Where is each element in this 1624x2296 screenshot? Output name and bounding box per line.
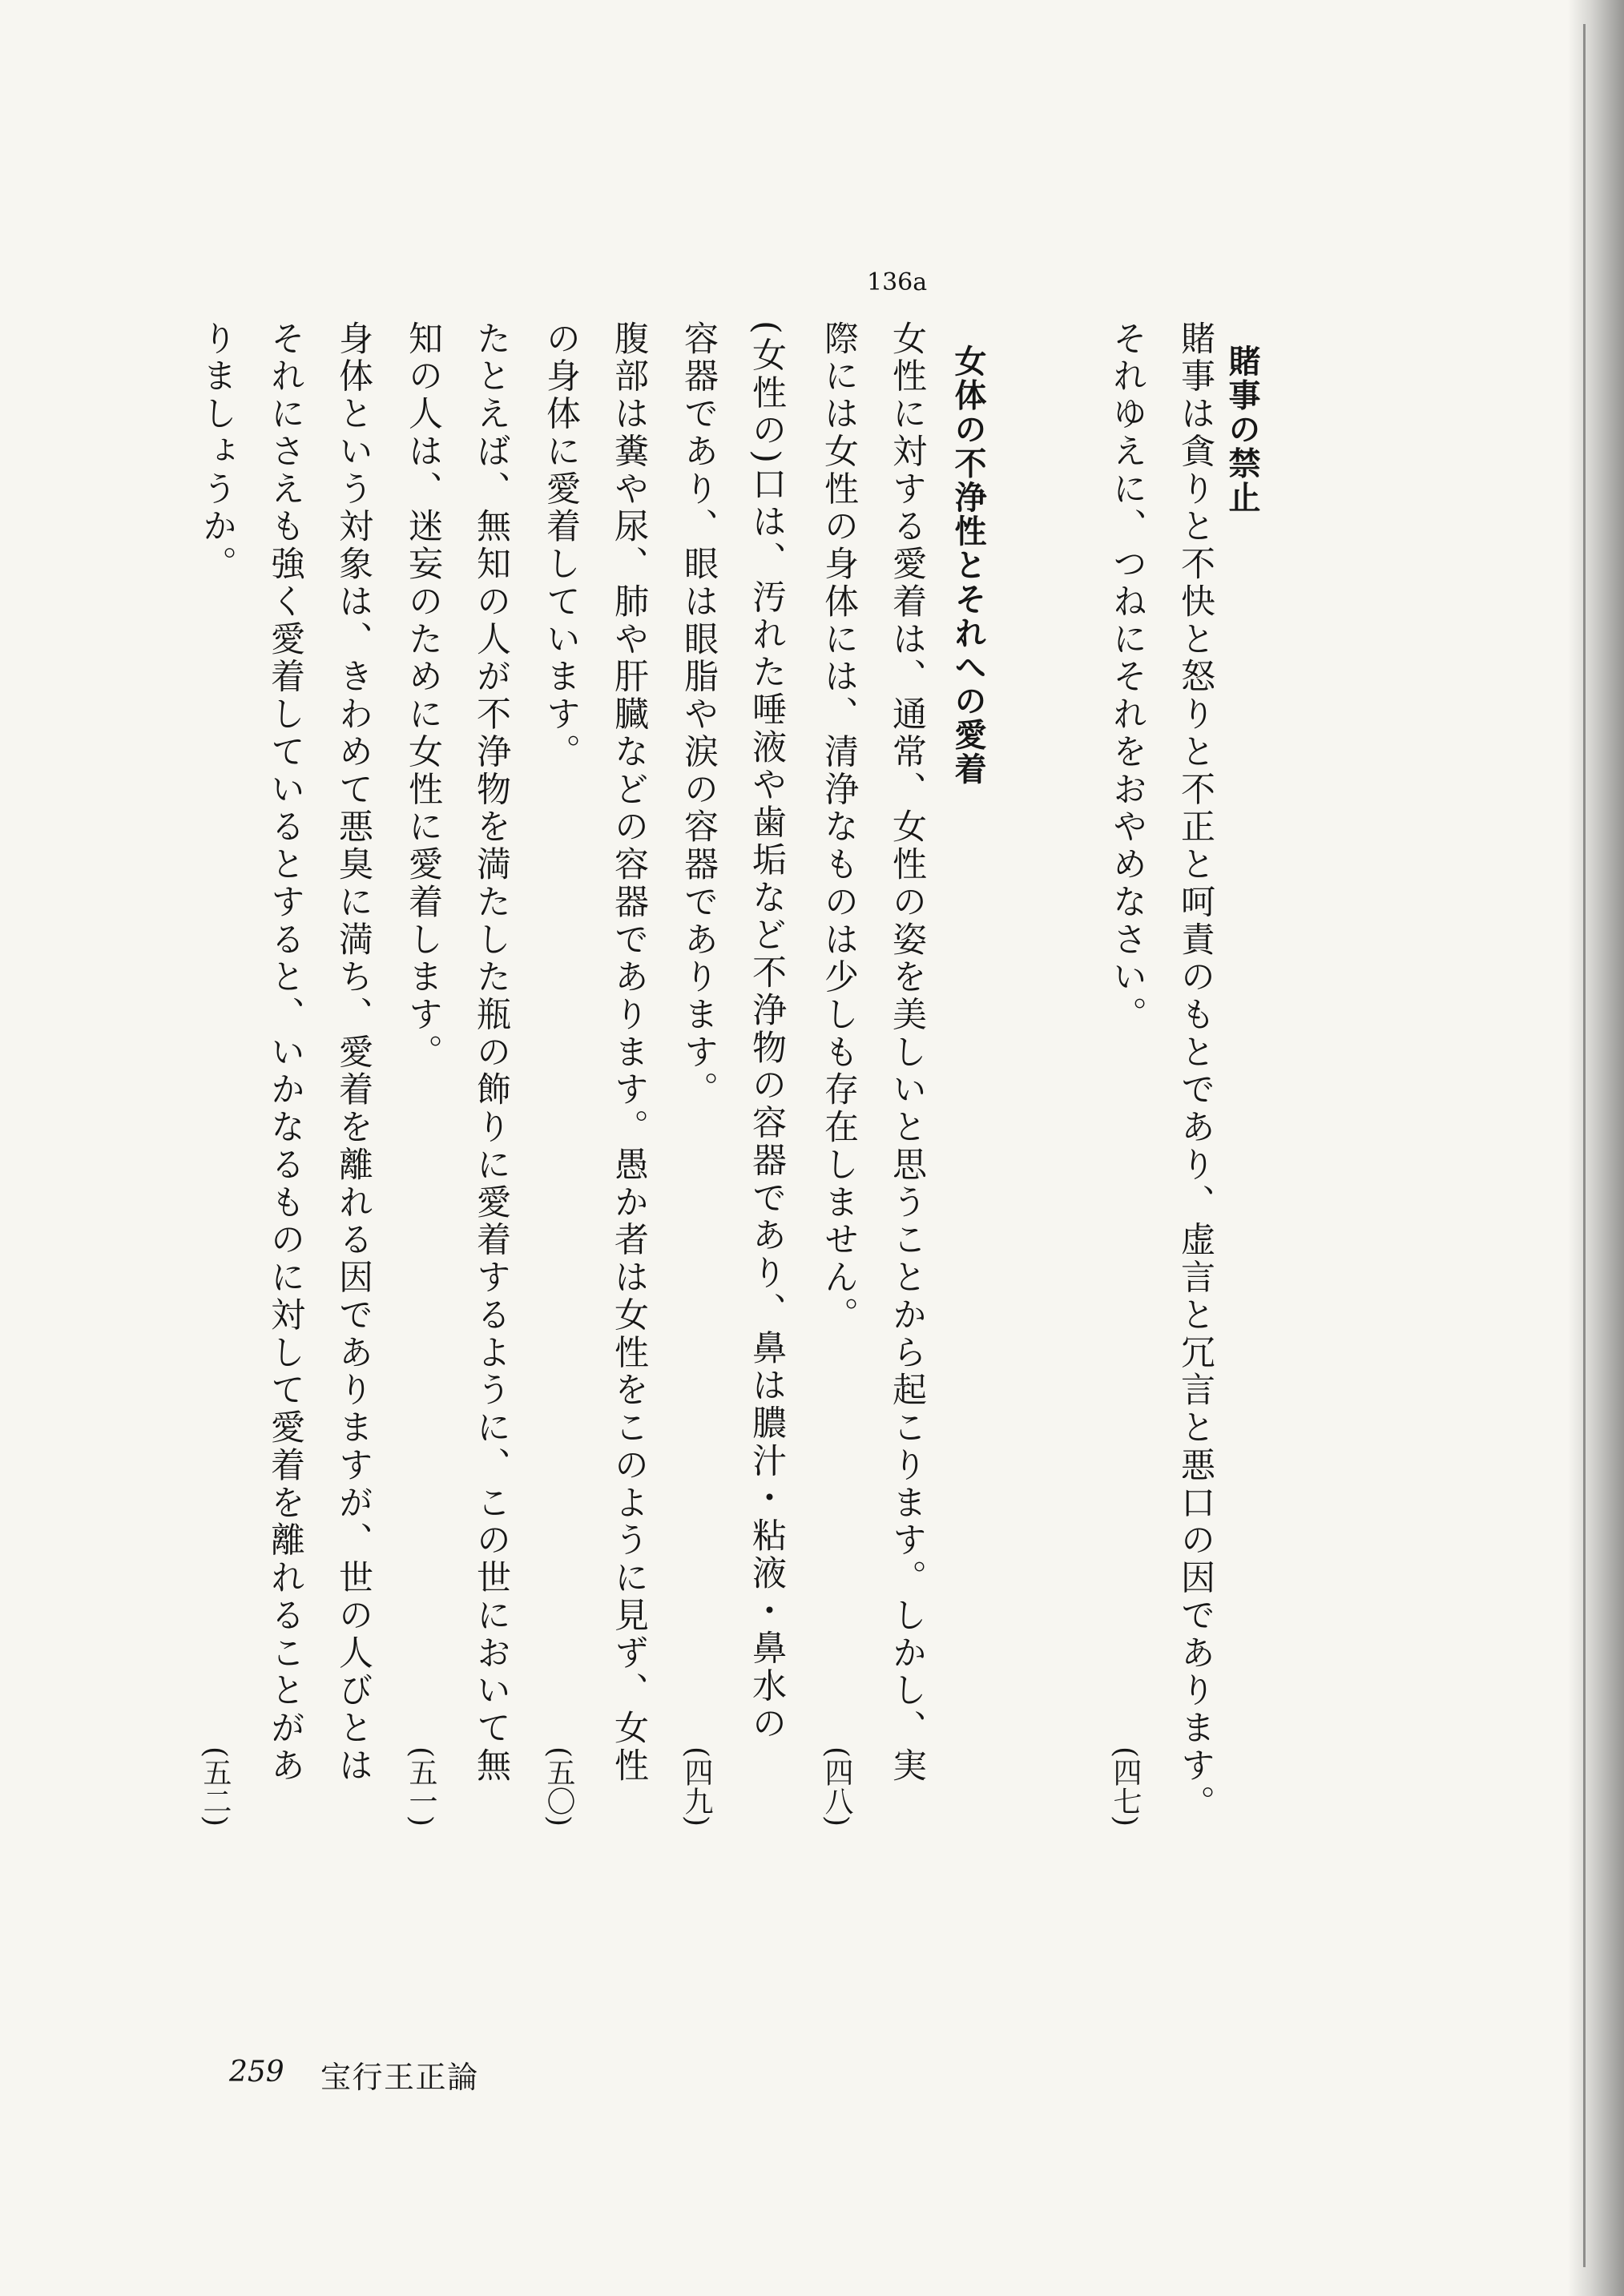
text-line: 際には女性の身体には、清浄なものは少しも存在しません。 bbox=[819, 320, 859, 1335]
section-heading-gambling: 賭事の禁止 bbox=[1223, 344, 1260, 514]
text-line: の身体に愛着しています。 bbox=[541, 320, 581, 771]
text-line: 賭事は貪りと不快と怒りと不正と呵責のもとであり、虚言と冗言と悪口の因であります。 bbox=[1175, 320, 1215, 1823]
running-title: 宝行王正論 bbox=[320, 2060, 479, 2095]
text-line: 女性に対する愛着は、通常、女性の姿を美しいと思うことから起こります。しかし、実 bbox=[887, 320, 927, 1785]
verse-number: (四八) bbox=[820, 1746, 853, 1827]
text-line: たとえば、無知の人が不浄物を満たした瓶の飾りに愛着するように、この世において無 bbox=[471, 320, 511, 1785]
text-line: 容器であり、眼は眼脂や涙の容器であります。 bbox=[679, 320, 719, 1110]
reference-mark: 136a bbox=[867, 268, 928, 296]
page-edge-line bbox=[1583, 24, 1586, 2267]
text-line: それにさえも強く愛着しているとすると、いかなるものに対して愛着を離れることがあ bbox=[265, 320, 305, 1785]
page-edge-shadow bbox=[1568, 0, 1624, 2296]
page-number: 259 bbox=[229, 2056, 284, 2089]
text-line: (女性の)口は、汚れた唾液や歯垢など不浄物の容器であり、鼻は膿汁・粘液・鼻水の bbox=[747, 320, 787, 1743]
text-line: 身体という対象は、きわめて悪臭に満ち、愛着を離れる因でありますが、世の人びとは bbox=[333, 320, 373, 1785]
section-heading-impurity: 女体の不浄性とそれへの愛着 bbox=[949, 344, 986, 787]
text-line: りましょうか。 bbox=[197, 320, 237, 584]
verse-number: (五〇) bbox=[542, 1746, 575, 1827]
verse-number: (五二) bbox=[199, 1746, 232, 1827]
verse-number: (五一) bbox=[405, 1746, 437, 1827]
verse-number: (四七) bbox=[1109, 1746, 1142, 1827]
text-line: 腹部は糞や尿、肺や肝臓などの容器であります。愚か者は女性をこのように見ず、女性 bbox=[609, 320, 649, 1785]
verse-number: (四九) bbox=[680, 1746, 713, 1827]
text-line: それゆえに、つねにそれをおやめなさい。 bbox=[1107, 320, 1147, 1034]
text-line: 知の人は、迷妄のために女性に愛着します。 bbox=[403, 320, 443, 1072]
